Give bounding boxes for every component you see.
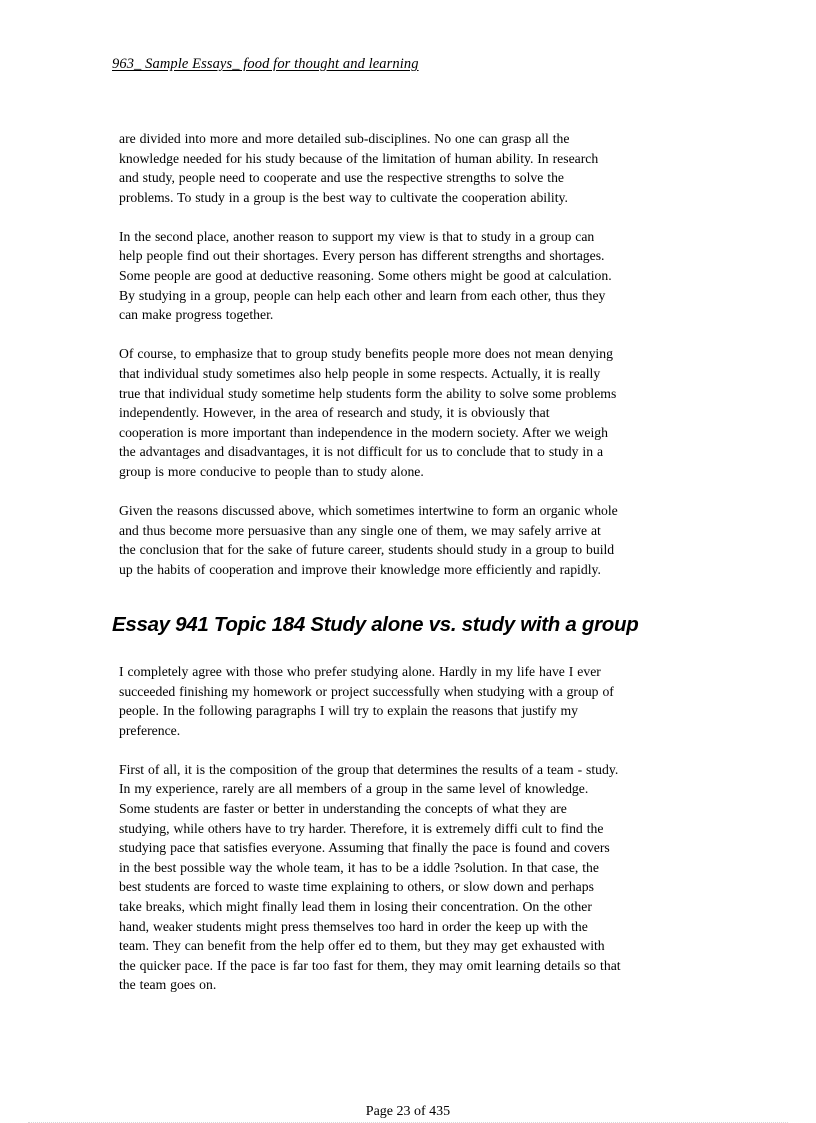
text-line: up the habits of cooperation and improve their knowledge more efficiently and rapidly. — [119, 561, 601, 577]
paragraph — [119, 760, 704, 995]
paragraph — [119, 344, 704, 481]
text-line: help people find out their shortages. Every person has different strengths and shortages. — [119, 248, 605, 264]
text-line: In the second place, another reason to support my view is that to study in a group can — [119, 228, 595, 244]
text-line: preference. — [119, 722, 181, 738]
text-line: people. In the following paragraphs I will try to explain the reasons that justify my — [119, 703, 578, 719]
text-line: Some people are good at deductive reasoning. Some others might be good at calculation. — [119, 268, 612, 284]
text-line: and study, people need to cooperate and use the respective strengths to solve the — [119, 170, 564, 186]
text-line: hand, weaker students might press themselves too hard in order the keep up with the — [119, 918, 588, 934]
text-line: Given the reasons discussed above, which sometimes intertwine to form an organic whole — [119, 503, 618, 518]
text-line: succeeded finishing my homework or project successfully when studying with a group of — [119, 683, 614, 699]
text-line: can make progress together. — [119, 307, 274, 323]
essay-continuation — [119, 129, 704, 599]
text-line: In my experience, rarely are all members of a group in the same level of knowledge. — [119, 781, 589, 797]
text-line: take breaks, which might finally lead them in losing their concentration. On the other — [119, 899, 592, 915]
text-line: By studying in a group, people can help each other and learn from each other, thus they — [119, 287, 606, 303]
paragraph — [119, 227, 704, 325]
text-line: are divided into more and more detailed sub-disciplines. No one can grasp all the — [119, 131, 570, 146]
text-line: the advantages and disadvantages, it is not difficult for us to conclude that to study in a — [119, 444, 604, 460]
essay-heading: Essay 941 Topic 184 Study alone vs. study with a group — [112, 613, 639, 636]
text-line: the quicker pace. If the pace is far too fast for them, they may omit learning details so that — [119, 957, 621, 973]
text-line: true that individual study sometime help students form the ability to solve some problems — [119, 385, 617, 401]
text-line: Of course, to emphasize that to group study benefits people more does not mean denying — [119, 346, 613, 362]
paragraph — [119, 662, 704, 740]
paragraph — [119, 501, 704, 579]
paragraph — [119, 129, 704, 207]
text-line: knowledge needed for his study because of the limitation of human ability. In research — [119, 150, 599, 166]
essay-body — [119, 662, 704, 1015]
text-line: team. They can benefit from the help offer ed to them, but they may get exhausted with — [119, 938, 605, 954]
text-line: and thus become more persuasive than any single one of them, we may safely arrive at — [119, 522, 601, 538]
text-line: problems. To study in a group is the best way to cultivate the cooperation ability. — [119, 189, 568, 205]
text-line: best students are forced to waste time explaining to others, or slow down and perhaps — [119, 879, 594, 895]
page-number: Page 23 of 435 — [365, 1104, 451, 1119]
text-line: studying pace that satisfies everyone. Assuming that finally the pace is found and covers — [119, 840, 610, 856]
text-line: I completely agree with those who prefer studying alone. Hardly in my life have I ever — [119, 664, 601, 679]
text-line: studying, while others have to try harder. Therefore, it is extremely diffi cult to find the — [119, 820, 604, 836]
text-line: Some students are faster or better in understanding the concepts of what they are — [119, 801, 567, 817]
text-line: group is more conducive to people than to study alone. — [119, 463, 424, 479]
text-line: the conclusion that for the sake of future career, students should study in a group to build — [119, 542, 615, 558]
text-line: that individual study sometimes also help people in some respects. Actually, it is really — [119, 365, 601, 381]
text-line: First of all, it is the composition of the group that determines the results of a team - study. — [119, 761, 619, 777]
text-line: independently. However, in the area of research and study, it is obviously that — [119, 405, 550, 421]
text-line: the team goes on. — [119, 977, 217, 993]
text-line: cooperation is more important than independence in the modern society. After we weigh — [119, 424, 608, 440]
text-line: in the best possible way the whole team, it has to be a iddle ?solution. In that case, the — [119, 859, 599, 875]
running-header: 963_ Sample Essays_ food for thought and learning — [112, 56, 419, 72]
